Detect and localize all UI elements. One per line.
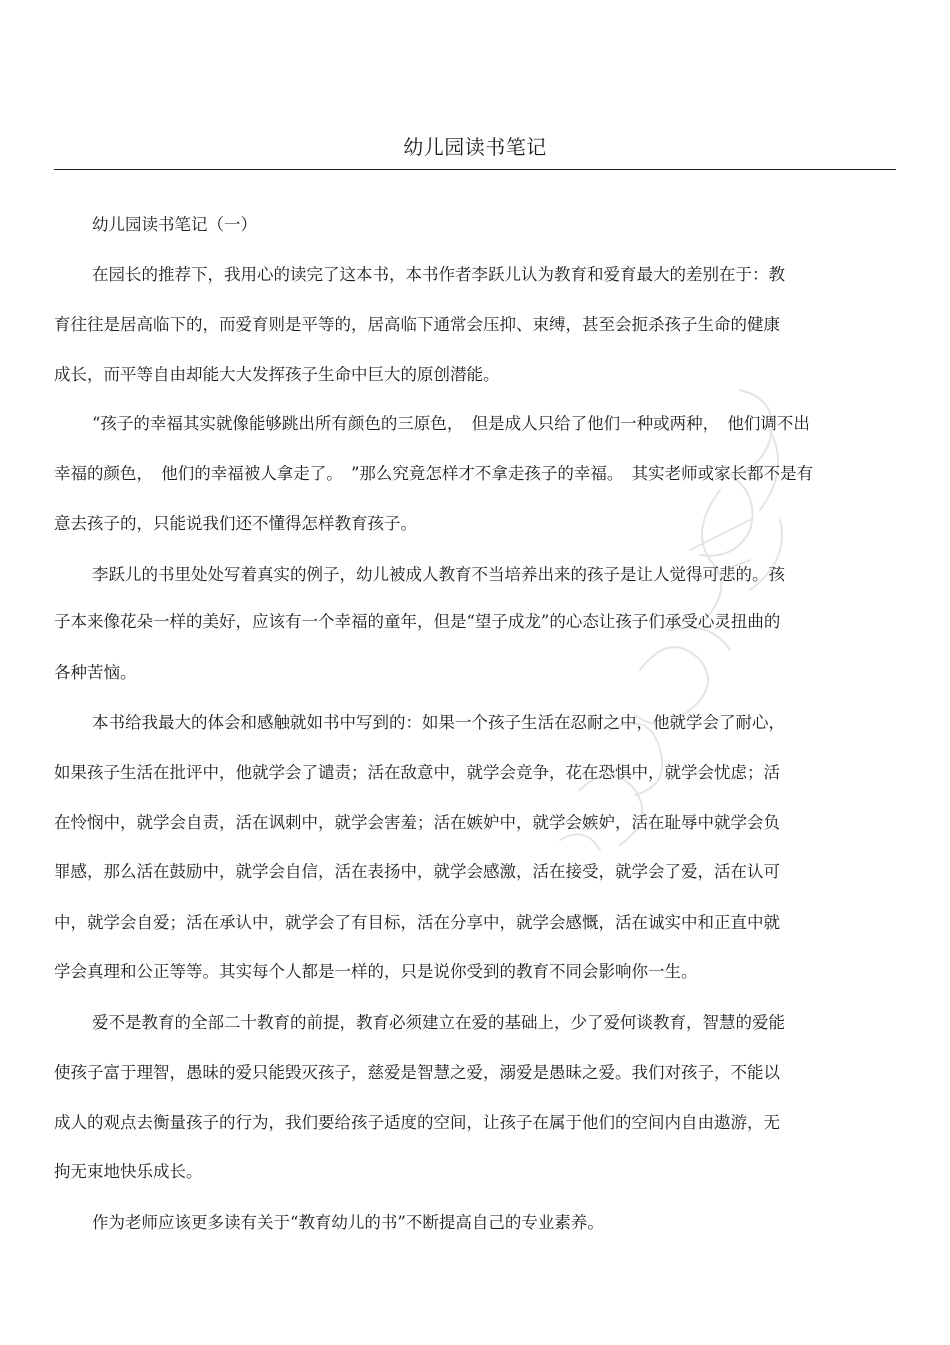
paragraph-line: 爱不是教育的全部二十教育的前提，教育必须建立在爱的基础上，少了爱何谈教育，智慧的爱能	[92, 1013, 785, 1032]
paragraph-line: 子本来像花朵一样的美好，应该有一个幸福的童年，但是“望子成龙”的心态让孩子们承受心灵扭曲的	[54, 612, 781, 631]
paragraph-line: “孩子的幸福其实就像能够跳出所有颜色的三原色， 但是成人只给了他们一种或两种， 他们调不出	[92, 414, 810, 433]
paragraph-line: 作为老师应该更多读有关于“教育幼儿的书”不断提高自己的专业素养。	[92, 1213, 604, 1232]
paragraph-line: 在园长的推荐下，我用心的读完了这本书，本书作者李跃儿认为教育和爱育最大的差别在于：教	[92, 265, 785, 284]
paragraph-line: 罪感，那么活在鼓励中，就学会自信，活在表扬中，就学会感激，活在接受，就学会了爱，活在认可	[54, 862, 780, 881]
paragraph-line: 李跃儿的书里处处写着真实的例子，幼儿被成人教育不当培养出来的孩子是让人觉得可悲的。孩	[92, 565, 785, 584]
paragraph-line: 育往往是居高临下的，而爱育则是平等的，居高临下通常会压抑、束缚，甚至会扼杀孩子生命的健康	[54, 315, 780, 334]
paragraph-line: 意去孩子的，只能说我们还不懂得怎样教育孩子。	[54, 514, 417, 533]
page-title: 幼儿园读书笔记	[403, 135, 547, 159]
title-divider	[54, 169, 896, 170]
paragraph-line: 在怜悯中，就学会自责，活在讽刺中，就学会害羞；活在嫉妒中，就学会嫉妒，活在耻辱中就学会负	[54, 813, 780, 832]
paragraph-line: 如果孩子生活在批评中，他就学会了谴责；活在敌意中，就学会竞争，花在恐惧中，就学会忧虑；活	[54, 763, 780, 782]
paragraph-line: 中，就学会自爱；活在承认中，就学会了有目标，活在分享中，就学会感慨，活在诚实中和正直中就	[54, 913, 780, 932]
paragraph-line: 拘无束地快乐成长。	[54, 1162, 203, 1181]
paragraph-line: 使孩子富于理智，愚昧的爱只能毁灭孩子，慈爱是智慧之爱，溺爱是愚昧之爱。我们对孩子，不能以	[54, 1063, 780, 1082]
section-heading: 幼儿园读书笔记（一）	[92, 215, 257, 234]
paragraph-line: 幸福的颜色， 他们的幸福被人拿走了。 ”那么究竟怎样才不拿走孩子的幸福。 其实老师或家长都不是有	[54, 464, 814, 483]
paragraph-line: 各种苦恼。	[54, 663, 137, 682]
paragraph-line: 成人的观点去衡量孩子的行为，我们要给孩子适度的空间，让孩子在属于他们的空间内自由遨游，无	[54, 1113, 780, 1132]
paragraph-line: 学会真理和公正等等。其实每个人都是一样的，只是说你受到的教育不同会影响你一生。	[54, 962, 698, 981]
paragraph-line: 本书给我最大的体会和感触就如书中写到的：如果一个孩子生活在忍耐之中，他就学会了耐心，	[92, 713, 785, 732]
paragraph-line: 成长，而平等自由却能大大发挥孩子生命中巨大的原创潜能。	[54, 365, 500, 384]
